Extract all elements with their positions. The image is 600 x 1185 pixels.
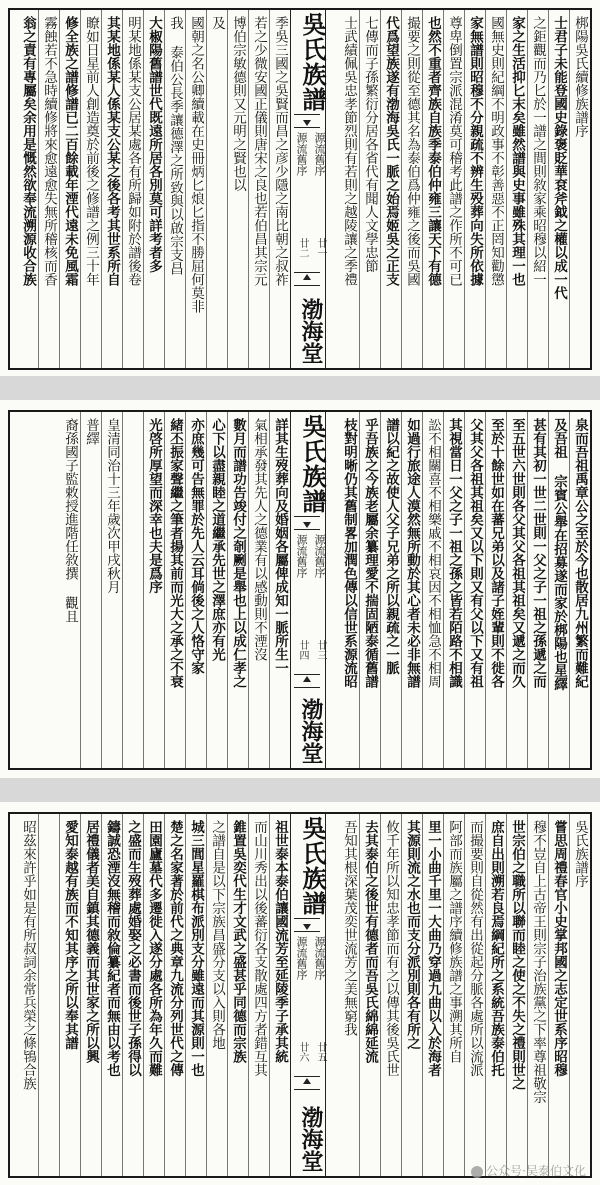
text-column: 翁之責有專屬矣余用是慨然欲奉流溯源收合族 <box>20 16 36 286</box>
text-column: 緒丕振家聲繼之筆者揚其前而光大之承之不衰 <box>164 412 185 768</box>
page-number-left: 廿四 <box>297 640 308 660</box>
text-column: 嘗思周禮春官小史掌邦國之志定世系序昭穆 <box>548 814 569 1176</box>
left-leaf <box>10 412 290 768</box>
text-column <box>38 814 59 1176</box>
text-column: 光啓所厚望而深幸也夫是爲序 <box>143 412 164 768</box>
text-column: 士君子未能登國史錄褒貶華袞斧鉞之權以成一代 <box>548 10 569 368</box>
fish-tail-bottom-icon <box>294 1076 320 1090</box>
text-column: 之譜自是以下宗族昌盛分支以入則各地 <box>206 814 227 1176</box>
text-column: 皇清同治十三年歲次甲戌秋月 <box>101 412 122 768</box>
page-number-right: 廿一 <box>315 238 326 258</box>
text-column: 祖世泰本泰伯讓國流芳至延陵季子承其統 <box>269 814 290 1176</box>
text-column: 詳其生歿葬向及婚姻各屬俾成知一脈所生一 <box>269 412 290 768</box>
text-column: 心下以盡親睦之道繼承先世之澤庶亦有光 <box>206 412 227 768</box>
text-column: 庶自出則溯若良焉綱紀所之系統吾族泰伯托 <box>485 814 506 1176</box>
text-column: 數月而譜功告竣付之剞劂是舉也上以成仁孝之 <box>227 412 248 768</box>
text-column: 也然不重者齊族自族季泰伯仲雍三讓天下有德 <box>422 10 443 368</box>
wechat-logo-icon <box>471 1166 483 1178</box>
text-column: 我 泰伯公長季讓德澤之所致與以啟宗支昌 <box>164 10 185 368</box>
page-number-left: 廿二 <box>297 238 308 258</box>
center-spine <box>290 10 326 368</box>
text-column: 博伯宗敏德則又元明之賢也以 <box>227 10 248 368</box>
page-number-right: 廿三 <box>315 640 326 660</box>
text-column: 裔孫國子監敕授進階任敘撰 觀且 <box>62 418 78 623</box>
fish-tail-top-icon <box>294 918 320 932</box>
text-column: 家無譜則昭穆不分親疏不辨生殁葬向失所依據 <box>464 10 485 368</box>
text-column: 明某地係某支公居某處各有所歸如附於譜後卷 <box>122 10 143 368</box>
text-column: 霧蝕若不急時續修將來愈遠愈失無所稽核而香 <box>38 10 59 368</box>
text-column: 尊卑倒置宗派混淆莫可稽考此譜之作所不可已 <box>443 10 464 368</box>
text-column: 甚有其初一世二世則一父之子一祖之孫遞之而 <box>527 412 548 768</box>
text-column: 其某地係某人係某支公某之後各考其世系所自 <box>101 10 122 368</box>
clan-title: 吳氏族譜 <box>298 816 327 916</box>
text-column: 代爲望族遂有渤海吳氏一脈之始焉姬吳之正支 <box>380 10 401 368</box>
text-column: 至五世六世則各父其父各祖其祖矣又遞之而久 <box>506 412 527 768</box>
source-label: 源流舊序 <box>313 936 326 980</box>
text-column: 去其泰伯之後世有德者而吾吳氏綿綿延流 <box>359 814 380 1176</box>
hall-name: 渤海堂 <box>298 698 324 764</box>
source-label: 源流舊序 <box>313 132 326 176</box>
book-page-3 <box>8 812 592 1178</box>
text-column: 田園廬墓代多遷徙入遂分處各所為年久而難 <box>143 814 164 1176</box>
right-leaf <box>326 814 590 1176</box>
text-column: 之盛而生歿葬處婚娶之必書而後世子孫得以 <box>122 814 143 1176</box>
text-column: 世宗伯之職所以聯而睦之使之不失之禮則世之 <box>506 814 527 1176</box>
text-column: 鑄誠恐湮沒無稽而敘倫纂紀者而無由以考也 <box>101 814 122 1176</box>
text-column: 之鉅觀而乃匕於一譜之間則敘家乘昭穆以紹一 <box>527 10 548 368</box>
source-label: 源流舊序 <box>295 534 308 578</box>
text-column: 泉而吾祖禹章公之至於今也散居九州繁而難紀 <box>569 412 590 768</box>
text-column: 梆陽吳氏續修族譜序 <box>569 10 590 368</box>
text-column: 阿部而族屬之譜序續修族譜之事溯其所自 <box>443 814 464 1176</box>
text-column: 吾知其根深葉茂奕世流芳之美無窮我 <box>341 820 357 1036</box>
fish-tail-bottom-icon <box>294 272 320 286</box>
right-leaf <box>326 10 590 368</box>
text-column: 而撮要則自從然有出從起分脈各處所以流派 <box>464 814 485 1176</box>
right-leaf <box>326 412 590 768</box>
text-column: 及 <box>206 10 227 368</box>
text-column: 季吳三國之吳賢而昌之彦少隱之南比朝之叔祚 <box>269 10 290 368</box>
text-column: 其視當日一父之子一祖之孫之皆若陌路不相識 <box>443 412 464 768</box>
hall-name: 渤海堂 <box>298 298 324 364</box>
text-column: 七傳而子孫繁衍分居各省代有聞人文學忠節 <box>359 10 380 368</box>
text-column: 修全族之譜修譜已二百餘載年湮代遠未免風霜 <box>59 10 80 368</box>
left-leaf <box>10 10 290 368</box>
text-column: 居禮儀者美自鎮其德義而其世家之所以興 <box>80 814 101 1176</box>
text-column: 至於十餘世如在蕃兄弟以及諸子姪輩則不徙各 <box>485 412 506 768</box>
text-column: 里一小曲千里一大曲乃穿過九曲以入於海者 <box>422 814 443 1176</box>
center-spine <box>290 814 326 1176</box>
text-column: 士武績佩吳忠孝節烈則有若則之越陵讓之季禮 <box>341 16 357 286</box>
source-label: 源流舊序 <box>313 534 326 578</box>
text-column: 家之生活抑匕末矣雖然譜與史事雖殊其理一也 <box>506 10 527 368</box>
watermark: 公众号·吴泰伯文化 <box>471 1162 586 1179</box>
clan-title: 吳氏族譜 <box>298 12 327 112</box>
source-label: 源流舊序 <box>295 936 308 980</box>
text-column: 大椒陽舊譜世代既遠所居各別莫可詳考者多 <box>143 10 164 368</box>
text-column: 撮要之則從至德其名為泰伯爲仲雍之後而吳國 <box>401 10 422 368</box>
text-column: 若之少微安國正儀則唐宋之良也若伯昌其宗元 <box>248 10 269 368</box>
book-page-1 <box>8 8 592 370</box>
text-column: 愛知泰越有族而不知其序之所以奉其譜 <box>59 814 80 1176</box>
center-spine <box>290 412 326 768</box>
source-label: 源流舊序 <box>295 132 308 176</box>
fish-tail-bottom-icon <box>294 674 320 688</box>
text-column: 國無史則紀綱不明政事不彰善惡不正罔知勸懲 <box>485 10 506 368</box>
text-column: 父其父各祖其祖矣又以下則又有父以下又有祖 <box>464 412 485 768</box>
text-column: 枝對明晰仍其舊制畧加潤色傳以信世系源流昭 <box>341 418 357 688</box>
text-column: 氣相承發其先人之德業有以感動則不湮沒 <box>248 412 269 768</box>
text-column: 錐置吳奕代生才文武之盛甚乎同德而宗族 <box>227 814 248 1176</box>
text-column: 如過行旅途人漠然無所動於其心者未必非無譜 <box>401 412 422 768</box>
clan-title: 吳氏族譜 <box>298 414 327 514</box>
text-column: 穆不豈自上古帝王則宗子治族黨之下率尊祖敬宗 <box>527 814 548 1176</box>
text-column <box>122 412 143 768</box>
text-column: 楚之名家著於前代之典章九流分列世代之傳 <box>164 814 185 1176</box>
fish-tail-top-icon <box>294 114 320 128</box>
text-column: 其源則流之水也而支分派別則各有所之 <box>401 814 422 1176</box>
text-column: 吳氏族譜序 <box>569 814 590 1176</box>
text-column: 攸千年所以知忠孝節而有之以傳其後吳氏世 <box>380 814 401 1176</box>
page-number-left: 廿六 <box>297 1042 308 1062</box>
text-column: 譜以紀之故使人父子兄弟之所以親疏之一脈 <box>380 412 401 768</box>
left-leaf <box>10 814 290 1176</box>
book-page-2 <box>8 410 592 770</box>
page-number-right: 廿五 <box>315 1042 326 1062</box>
fish-tail-top-icon <box>294 516 320 530</box>
text-column: 訟不相關喜不相樂戚不相哀因不相恤急不相周 <box>422 412 443 768</box>
text-column: 普繹 <box>80 412 101 768</box>
text-column: 及吾祖 宗賓公舉在招募遂而家於梆陽也星繹 <box>548 412 569 768</box>
text-column: 亦庶幾可告無罪於先人云耳倘後之人恪守家 <box>185 412 206 768</box>
text-column: 乎吾族之今族老屬余纂理愛不揣固陋泰循舊譜 <box>359 412 380 768</box>
text-column: 瞭如日星前人創造奠於前後之修譜之例三十年 <box>80 10 101 368</box>
text-column: 國朝之名公卿續載在史冊炳匕烺匕指不勝屈何莫非 <box>185 10 206 368</box>
text-column: 昭茲來許乎如是有所叔詞余常兵榮之條鴇合族 <box>20 820 36 1090</box>
text-column: 城三閭星羅棋布派別支分雖遠而其源則一也 <box>185 814 206 1176</box>
hall-name: 渤海堂 <box>298 1106 324 1172</box>
text-column: 而山川秀出以後蕃衍各支散處四方者錯互其 <box>248 814 269 1176</box>
